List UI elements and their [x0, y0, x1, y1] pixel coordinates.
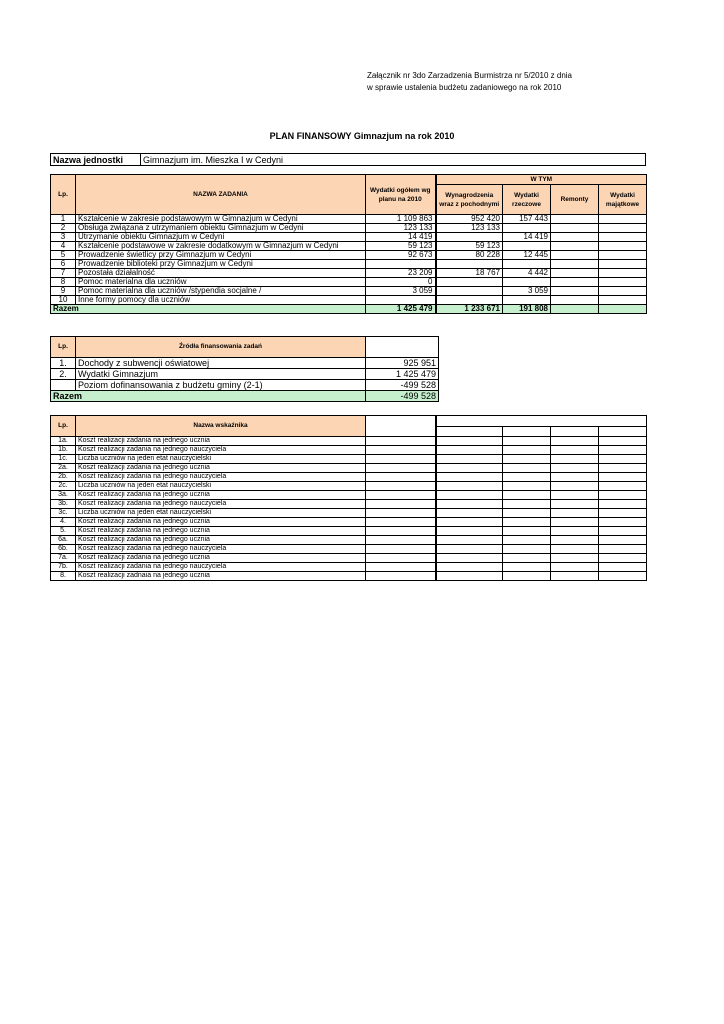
- indicator-value: [503, 482, 551, 491]
- indicator-value: [599, 518, 647, 527]
- indicator-value: [366, 500, 436, 509]
- indicator-name: Koszt realizacji zadania na jednego ucznia: [76, 464, 366, 473]
- task-material: 157 443: [503, 215, 551, 224]
- task-salaries: [436, 287, 503, 296]
- indicator-value: [366, 455, 436, 464]
- indicator-value: [503, 446, 551, 455]
- table-row: [51, 473, 647, 482]
- indicator-value: [599, 455, 647, 464]
- indicator-value: [366, 545, 436, 554]
- indicator-value: [503, 527, 551, 536]
- task-assets: [599, 242, 647, 251]
- indicator-lp: 7b.: [51, 563, 76, 572]
- tasks-header-material: Wydatki rzeczowe: [503, 185, 551, 215]
- indicator-value: [366, 482, 436, 491]
- tasks-total-repairs: [551, 305, 599, 314]
- indicator-value: [436, 473, 503, 482]
- indicator-value: [503, 545, 551, 554]
- indicator-name: Koszt realizacji zadania na jednego ucznia: [76, 536, 366, 545]
- indicator-value: [436, 563, 503, 572]
- indicator-value: [366, 527, 436, 536]
- table-row: [51, 296, 647, 305]
- indicator-value: [436, 554, 503, 563]
- task-material: 14 419: [503, 233, 551, 242]
- table-row: [51, 446, 647, 455]
- table-row: [51, 482, 647, 491]
- indicator-value: [436, 572, 503, 581]
- indicator-value: [599, 500, 647, 509]
- tasks-header: [51, 175, 647, 215]
- indicator-name: Koszt realizacji zadania na jednego nauczyciela: [76, 500, 366, 509]
- table-row: [51, 224, 647, 233]
- indicator-name: Koszt realizacji zadania na jednego nauczyciela: [76, 473, 366, 482]
- indicator-lp: 2b.: [51, 473, 76, 482]
- indicator-value: [366, 536, 436, 545]
- task-name: Inne formy pomocy dla uczniów: [76, 296, 366, 305]
- indicator-name: Koszt realizacji zadania na jednego nauczyciela: [76, 446, 366, 455]
- task-name: Prowadzenie świetlicy przy Gimnazjum w Cedyni: [76, 251, 366, 260]
- indicator-lp: 2c.: [51, 482, 76, 491]
- indicator-value: [503, 536, 551, 545]
- task-assets: [599, 233, 647, 242]
- indicator-value: [551, 545, 599, 554]
- indicator-lp: 6b.: [51, 545, 76, 554]
- indicator-name: Koszt realizacji zadnaia na jednego ucznia: [76, 572, 366, 581]
- tasks-total-row: [51, 305, 647, 314]
- table-row: [51, 215, 647, 224]
- indicator-value: [503, 437, 551, 446]
- indicator-value: [503, 473, 551, 482]
- indicator-lp: 1b.: [51, 446, 76, 455]
- indicator-value: [599, 572, 647, 581]
- attachment-note-line2: w sprawie ustalenia budżetu zadaniowego na rok 2010: [367, 83, 562, 92]
- indicator-value: [366, 473, 436, 482]
- task-material: [503, 260, 551, 269]
- task-assets: [599, 260, 647, 269]
- sources-header-value: [366, 337, 439, 358]
- indicator-value: [551, 473, 599, 482]
- task-repairs: [551, 242, 599, 251]
- tasks-header-w-tym: W TYM: [436, 175, 647, 185]
- task-material: 4 442: [503, 269, 551, 278]
- indicator-lp: 3a.: [51, 491, 76, 500]
- indicator-value: [551, 572, 599, 581]
- source-value: 925 951: [366, 358, 439, 369]
- attachment-note-line1: Załącznik nr 3do Zarzadzenia Burmistrza nr 5/2010 z dnia: [367, 71, 572, 80]
- indicator-value: [503, 464, 551, 473]
- indicator-value: [503, 509, 551, 518]
- indicator-value: [436, 500, 503, 509]
- indicators-header-group: [436, 416, 647, 427]
- table-row: [51, 563, 647, 572]
- task-salaries: 18 767: [436, 269, 503, 278]
- tasks-header-total: Wydatki ogółem wg planu na 2010: [366, 175, 436, 215]
- indicator-name: Liczba uczniów na jeden etat nauczycielski: [76, 482, 366, 491]
- indicator-value: [436, 455, 503, 464]
- task-assets: [599, 296, 647, 305]
- indicator-value: [436, 536, 503, 545]
- task-repairs: [551, 287, 599, 296]
- tasks-total-value: 1 425 479: [366, 305, 436, 314]
- indicator-name: Liczba uczniów na jeden etat nauczycielski: [76, 455, 366, 464]
- indicator-name: Koszt realizacji zadania na jednego ucznia: [76, 527, 366, 536]
- task-salaries: 80 228: [436, 251, 503, 260]
- task-lp: 7: [51, 269, 76, 278]
- task-repairs: [551, 278, 599, 287]
- task-salaries: [436, 278, 503, 287]
- tasks-header-lp: Lp.: [51, 175, 76, 215]
- sources-header-name: Źródła finansowania zadań: [76, 337, 366, 358]
- indicator-value: [599, 473, 647, 482]
- indicator-value: [436, 527, 503, 536]
- indicator-value: [551, 518, 599, 527]
- table-row: [51, 518, 647, 527]
- table-row: [51, 278, 647, 287]
- indicator-value: [366, 446, 436, 455]
- indicator-value: [551, 446, 599, 455]
- table-row: [51, 572, 647, 581]
- indicator-value: [599, 554, 647, 563]
- task-name: Obsługa związana z utrzymaniem obiektu Gimnazjum w Cedyni: [76, 224, 366, 233]
- table-row: [51, 369, 439, 380]
- indicator-lp: 3c.: [51, 509, 76, 518]
- indicator-value: [599, 545, 647, 554]
- indicator-value: [366, 491, 436, 500]
- task-repairs: [551, 296, 599, 305]
- indicator-value: [551, 455, 599, 464]
- indicator-value: [599, 536, 647, 545]
- task-lp: 8: [51, 278, 76, 287]
- task-total: [366, 260, 436, 269]
- indicator-value: [599, 563, 647, 572]
- source-value: 1 425 479: [366, 369, 439, 380]
- task-material: [503, 224, 551, 233]
- task-assets: [599, 215, 647, 224]
- task-name: Pomoc materialna dla uczniów: [76, 278, 366, 287]
- task-salaries: [436, 296, 503, 305]
- task-name: Prowadzenie biblioteki przy Gimnazjum w Cedyni: [76, 260, 366, 269]
- task-material: 3 059: [503, 287, 551, 296]
- tasks-header-salaries: Wynagrodzenia wraz z pochodnymi: [436, 185, 503, 215]
- table-row: [51, 242, 647, 251]
- indicator-value: [551, 509, 599, 518]
- source-lp: [51, 380, 76, 391]
- indicator-value: [551, 491, 599, 500]
- table-row: [51, 500, 647, 509]
- task-repairs: [551, 251, 599, 260]
- task-name: Pomoc materialna dla uczniów /stypendia socjalne /: [76, 287, 366, 296]
- table-row: [51, 527, 647, 536]
- indicator-value: [366, 563, 436, 572]
- table-row: [51, 536, 647, 545]
- task-name: Kształcenie podstawowe w zakresie dodatkowym w Gimnazjum w Cedyni: [76, 242, 366, 251]
- table-row: [51, 233, 647, 242]
- source-lp: 2.: [51, 369, 76, 380]
- source-name: Poziom dofinansowania z budżetu gminy (2-1): [76, 380, 366, 391]
- task-name: Pozostała działalność: [76, 269, 366, 278]
- table-row: [51, 287, 647, 296]
- indicator-value: [436, 518, 503, 527]
- indicator-name: Koszt realizacji zadania na jednego ucznia: [76, 491, 366, 500]
- indicator-value: [551, 527, 599, 536]
- indicator-value: [599, 509, 647, 518]
- attachment-note: [367, 70, 572, 94]
- indicators-header-cell: [599, 426, 647, 437]
- sources-header-lp: Lp.: [51, 337, 76, 358]
- indicator-value: [599, 527, 647, 536]
- task-repairs: [551, 269, 599, 278]
- indicator-value: [366, 509, 436, 518]
- indicator-value: [436, 491, 503, 500]
- tasks-total-assets: [599, 305, 647, 314]
- indicators-header-cell: [436, 426, 503, 437]
- indicator-lp: 3b.: [51, 500, 76, 509]
- task-material: 12 445: [503, 251, 551, 260]
- indicators-header-name: Nazwa wskaźnika: [76, 416, 366, 437]
- tasks-header-name: NAZWA ZADANIA: [76, 175, 366, 215]
- sources-total-value: -499 528: [366, 391, 439, 402]
- indicator-value: [436, 464, 503, 473]
- task-assets: [599, 224, 647, 233]
- indicator-lp: 6a.: [51, 536, 76, 545]
- tasks-total-material: 191 808: [503, 305, 551, 314]
- indicator-value: [366, 554, 436, 563]
- table-row: [51, 545, 647, 554]
- task-total: 0: [366, 278, 436, 287]
- table-row: [51, 260, 647, 269]
- indicator-value: [551, 554, 599, 563]
- task-total: 1 109 863: [366, 215, 436, 224]
- unit-table: [50, 153, 646, 166]
- task-total: 92 673: [366, 251, 436, 260]
- indicators-header-cell: [551, 426, 599, 437]
- indicator-value: [551, 563, 599, 572]
- indicator-value: [503, 491, 551, 500]
- indicator-name: Koszt realizacji zadania na jednego ucznia: [76, 518, 366, 527]
- indicator-value: [551, 464, 599, 473]
- task-assets: [599, 251, 647, 260]
- task-salaries: 59 123: [436, 242, 503, 251]
- task-lp: 1: [51, 215, 76, 224]
- table-row: [51, 554, 647, 563]
- indicator-lp: 4.: [51, 518, 76, 527]
- source-name: Dochody z subwencji oświatowej: [76, 358, 366, 369]
- tasks-header-assets: Wydatki majątkowe: [599, 185, 647, 215]
- tasks-table: [50, 174, 647, 314]
- table-row: [51, 464, 647, 473]
- tasks-body: [51, 215, 647, 305]
- task-total: 123 133: [366, 224, 436, 233]
- task-material: [503, 296, 551, 305]
- page-title: PLAN FINANSOWY Gimnazjum na rok 2010: [269, 131, 455, 141]
- indicator-name: Koszt realizacji zadania na jednego nauczyciela: [76, 563, 366, 572]
- task-assets: [599, 269, 647, 278]
- task-salaries: [436, 260, 503, 269]
- table-row: [51, 509, 647, 518]
- indicator-value: [436, 437, 503, 446]
- indicator-value: [503, 455, 551, 464]
- indicator-name: Liczba uczniów na jeden etat nauczycielski: [76, 509, 366, 518]
- indicator-value: [503, 572, 551, 581]
- task-repairs: [551, 233, 599, 242]
- sources-body: [51, 358, 439, 391]
- tasks-header-repairs: Remonty: [551, 185, 599, 215]
- indicators-table: [50, 415, 647, 581]
- task-lp: 10: [51, 296, 76, 305]
- table-row: [51, 491, 647, 500]
- task-total: [366, 296, 436, 305]
- task-total: 59 123: [366, 242, 436, 251]
- indicator-value: [503, 500, 551, 509]
- task-lp: 6: [51, 260, 76, 269]
- task-total: 14 419: [366, 233, 436, 242]
- unit-value: Gimnazjum im. Mieszka I w Cedyni: [141, 154, 646, 166]
- table-row: [51, 380, 439, 391]
- task-total: 23 209: [366, 269, 436, 278]
- indicator-value: [503, 554, 551, 563]
- indicator-value: [551, 500, 599, 509]
- table-row: [51, 358, 439, 369]
- task-salaries: [436, 233, 503, 242]
- sources-total-row: [51, 391, 439, 402]
- task-lp: 5: [51, 251, 76, 260]
- task-lp: 4: [51, 242, 76, 251]
- indicator-value: [436, 509, 503, 518]
- indicator-value: [503, 518, 551, 527]
- indicator-value: [599, 464, 647, 473]
- task-assets: [599, 278, 647, 287]
- indicator-value: [366, 437, 436, 446]
- indicator-value: [599, 491, 647, 500]
- task-material: [503, 242, 551, 251]
- indicator-value: [366, 518, 436, 527]
- table-row: [51, 251, 647, 260]
- task-name: Utrzymanie obiektu Gimnazjum w Cedyni: [76, 233, 366, 242]
- task-name: Kształcenie w zakresie podstawowym w Gimnazjum w Cedyni: [76, 215, 366, 224]
- task-lp: 9: [51, 287, 76, 296]
- indicator-value: [599, 482, 647, 491]
- source-lp: 1.: [51, 358, 76, 369]
- indicator-lp: 1c.: [51, 455, 76, 464]
- indicator-value: [599, 446, 647, 455]
- indicator-value: [366, 464, 436, 473]
- indicator-lp: 7a.: [51, 554, 76, 563]
- tasks-total-label: Razem: [51, 305, 366, 314]
- indicator-value: [436, 446, 503, 455]
- task-material: [503, 278, 551, 287]
- indicator-value: [436, 545, 503, 554]
- task-lp: 2: [51, 224, 76, 233]
- indicator-lp: 8.: [51, 572, 76, 581]
- sources-table: [50, 336, 439, 402]
- indicator-value: [366, 572, 436, 581]
- task-repairs: [551, 260, 599, 269]
- indicator-lp: 2a.: [51, 464, 76, 473]
- sources-total-label: Razem: [51, 391, 366, 402]
- indicator-value: [551, 437, 599, 446]
- indicator-value: [599, 437, 647, 446]
- indicator-value: [436, 482, 503, 491]
- task-total: 3 059: [366, 287, 436, 296]
- indicator-lp: 5.: [51, 527, 76, 536]
- indicator-value: [503, 563, 551, 572]
- indicator-name: Koszt realizacji zadania na jednego ucznia: [76, 437, 366, 446]
- indicator-name: Koszt realizacji zadania na jednego nauczyciela: [76, 545, 366, 554]
- source-value: -499 528: [366, 380, 439, 391]
- task-repairs: [551, 215, 599, 224]
- indicator-value: [551, 536, 599, 545]
- indicators-header-cell: [503, 426, 551, 437]
- tasks-total-salaries: 1 233 671: [436, 305, 503, 314]
- indicators-body: [51, 437, 647, 581]
- task-salaries: 952 420: [436, 215, 503, 224]
- indicator-value: [551, 482, 599, 491]
- indicator-lp: 1a.: [51, 437, 76, 446]
- task-assets: [599, 287, 647, 296]
- indicator-name: Koszt realizacji zadania na jednego ucznia: [76, 554, 366, 563]
- source-name: Wydatki Gimnazjum: [76, 369, 366, 380]
- task-salaries: 123 133: [436, 224, 503, 233]
- task-repairs: [551, 224, 599, 233]
- unit-label: Nazwa jednostki: [51, 154, 141, 166]
- table-row: [51, 437, 647, 446]
- indicators-header-lp: Lp.: [51, 416, 76, 437]
- table-row: [51, 269, 647, 278]
- indicators-header-cell: [366, 416, 436, 437]
- task-lp: 3: [51, 233, 76, 242]
- table-row: [51, 455, 647, 464]
